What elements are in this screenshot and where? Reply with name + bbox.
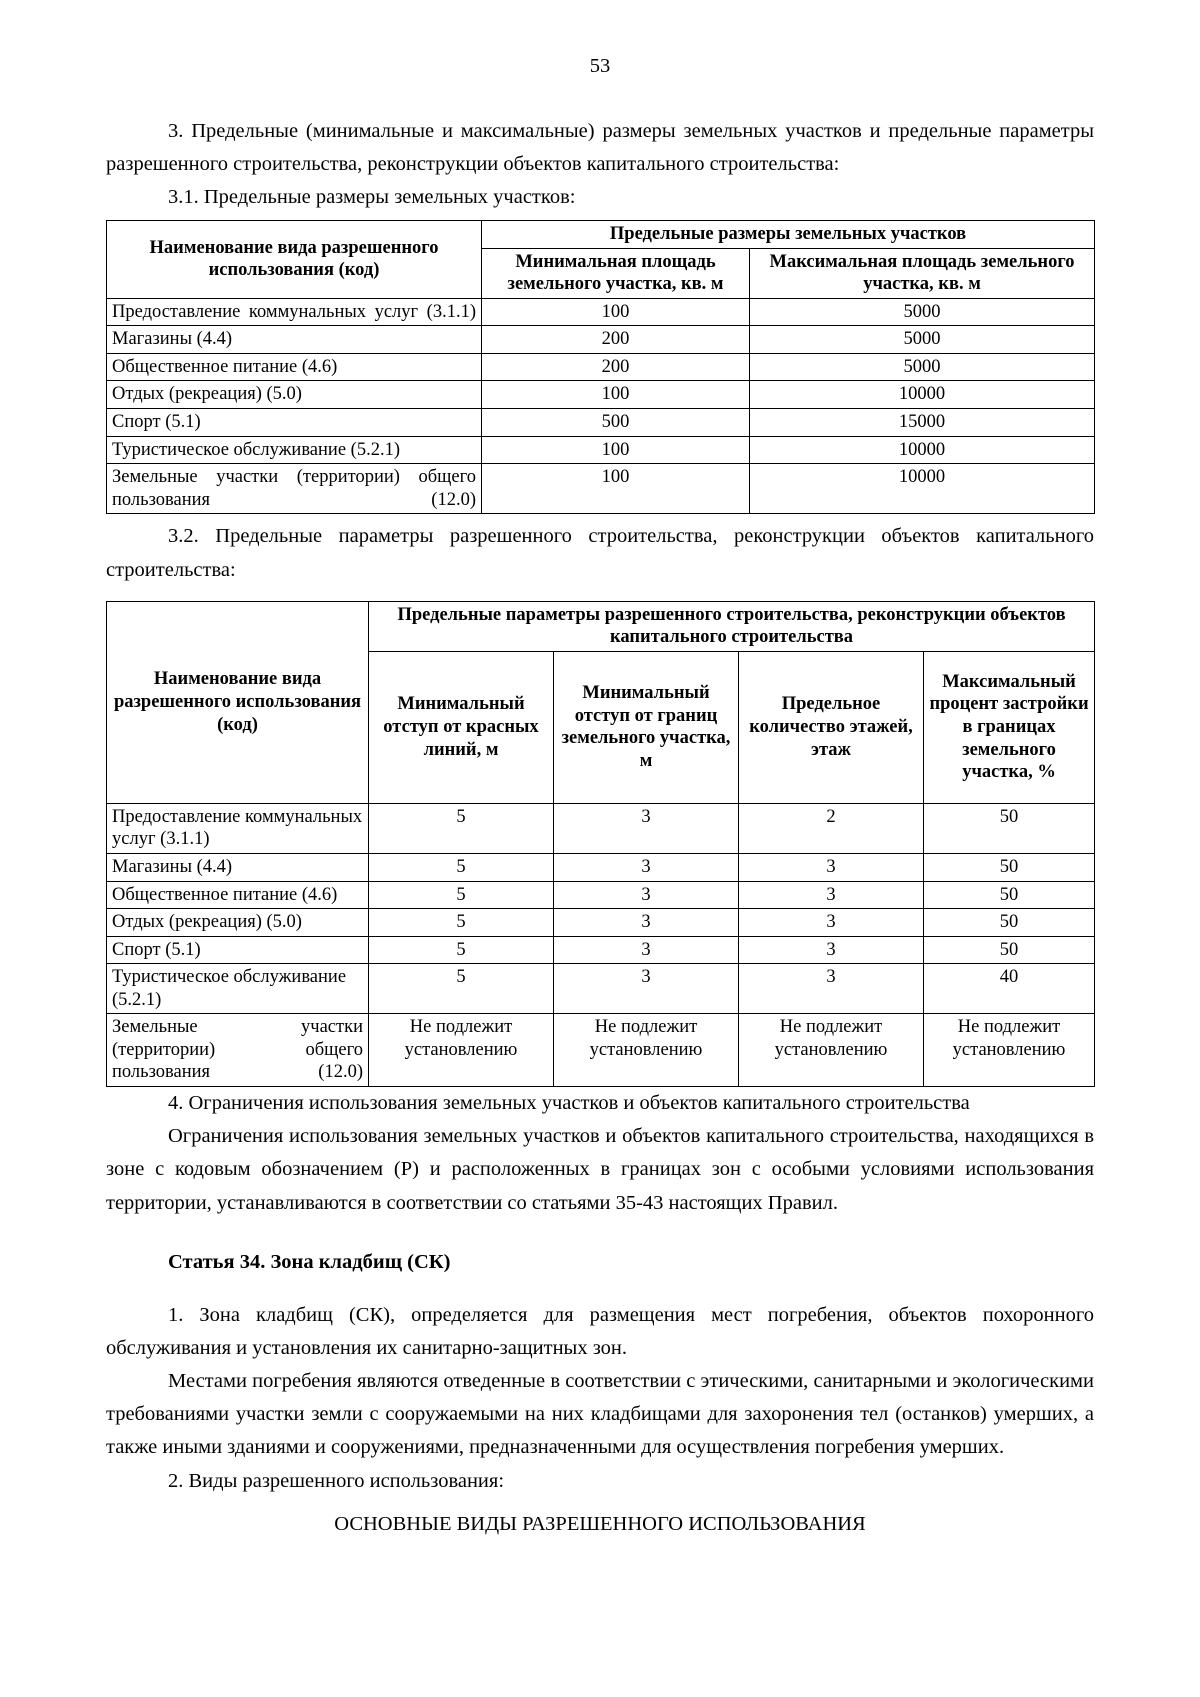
- cell-min-setback-boundary: 3: [554, 853, 739, 881]
- cell-max-area: 5000: [750, 353, 1095, 381]
- cell-max-build-percent: Не подлежит установлению: [924, 1014, 1095, 1087]
- cell-use-type: Общественное питание (4.6): [107, 881, 369, 909]
- table-construction-params: [106, 601, 1095, 1087]
- cell-use-type: Спорт (5.1): [107, 936, 369, 964]
- header-cell-group-sizes: Предельные размеры земельных участков: [482, 221, 1095, 249]
- table-row: [107, 853, 1095, 881]
- cell-use-type: Общественное питание (4.6): [107, 353, 482, 381]
- cell-min-setback-redline: 5: [369, 936, 554, 964]
- cell-max-floors: 3: [739, 909, 924, 937]
- cell-min-area: 500: [482, 409, 750, 437]
- table-body-sizes: [107, 298, 1095, 514]
- cell-min-area: 100: [482, 298, 750, 326]
- table-row: [107, 1014, 1095, 1087]
- table-row: [107, 964, 1095, 1014]
- article-34-paragraph-3: 2. Виды разрешенного использования:: [168, 1469, 505, 1492]
- header-cell-use-type: Наименование вида разрешенного использования (код): [107, 601, 369, 803]
- cell-max-build-percent: 50: [924, 803, 1095, 853]
- cell-min-setback-boundary: 3: [554, 881, 739, 909]
- cell-max-floors: 3: [739, 881, 924, 909]
- header-cell-max-area: Максимальная площадь земельного участка, кв. м: [750, 248, 1095, 298]
- table-row: [107, 936, 1095, 964]
- table-body-params: [107, 803, 1095, 1086]
- page-number: 53: [589, 55, 611, 77]
- paragraph-3-2: 3.2. Предельные параметры разрешенного строительства, реконструкции объектов капитального строительства:: [106, 525, 1094, 581]
- cell-max-floors: 3: [739, 964, 924, 1014]
- table-header-row-group: [107, 601, 1095, 651]
- table-row: [107, 298, 1095, 326]
- cell-max-floors: Не подлежит установлению: [739, 1014, 924, 1087]
- cell-use-type: Предоставление коммунальных услуг (3.1.1): [107, 803, 369, 853]
- table-row: [107, 464, 1095, 514]
- header-cell-min-area: Минимальная площадь земельного участка, кв. м: [482, 248, 750, 298]
- table-row: [107, 409, 1095, 437]
- cell-min-setback-redline: 5: [369, 803, 554, 853]
- main-uses-heading: ОСНОВНЫЕ ВИДЫ РАЗРЕШЕННОГО ИСПОЛЬЗОВАНИЯ: [334, 1512, 866, 1535]
- cell-min-setback-redline: 5: [369, 909, 554, 937]
- cell-min-setback-redline: Не подлежит установлению: [369, 1014, 554, 1087]
- cell-min-area: 200: [482, 353, 750, 381]
- cell-min-area: 100: [482, 381, 750, 409]
- cell-max-build-percent: 50: [924, 909, 1095, 937]
- header-cell-max-build-percent: Максимальный процент застройки в границах земельного участка, %: [924, 651, 1095, 803]
- cell-min-setback-boundary: Не подлежит установлению: [554, 1014, 739, 1087]
- cell-min-area: 200: [482, 326, 750, 354]
- cell-use-type: Предоставление коммунальных услуг (3.1.1): [107, 298, 482, 326]
- cell-use-type: Спорт (5.1): [107, 409, 482, 437]
- paragraph-3: 3. Предельные (минимальные и максимальные) размеры земельных участков и предельные параметры разрешенного строительства, реконструкции объектов капитального строительства:: [106, 119, 1094, 175]
- cell-use-type: Магазины (4.4): [107, 853, 369, 881]
- cell-max-area: 15000: [750, 409, 1095, 437]
- cell-use-type: Земельные участки (территории) общего пользования (12.0): [107, 464, 482, 514]
- cell-max-floors: 3: [739, 936, 924, 964]
- cell-use-type: Магазины (4.4): [107, 326, 482, 354]
- cell-min-area: 100: [482, 464, 750, 514]
- cell-max-build-percent: 50: [924, 881, 1095, 909]
- article-34-paragraph-1: 1. Зона кладбищ (СК), определяется для размещения мест погребения, объектов похоронного обслуживания и установления их санитарно-защитных зон.: [106, 1303, 1094, 1359]
- paragraph-4-body: Ограничения использования земельных участков и объектов капитального строительства, находящихся в зоне с кодовым обозначением (Р) и расположенных в границах зон с особыми условиями использования территории, устанавливаются в соответствии со статьями 35-43 настоящих Правил.: [106, 1125, 1094, 1214]
- table-row: [107, 353, 1095, 381]
- table-row: [107, 326, 1095, 354]
- cell-min-setback-redline: 5: [369, 964, 554, 1014]
- cell-use-type: Отдых (рекреация) (5.0): [107, 381, 482, 409]
- header-cell-min-setback-redline: Минимальный отступ от красных линий, м: [369, 651, 554, 803]
- paragraph-3-1: 3.1. Предельные размеры земельных участков:: [168, 185, 576, 208]
- article-34-paragraph-2: Местами погребения являются отведенные в соответствии с этическими, санитарными и экологическими требованиями участки земли с сооружаемыми на них кладбищами для захоронения тел (останков) умерших, а также иными зданиями и сооружениями, предназначенными для осуществления погребения умерших.: [106, 1370, 1094, 1459]
- cell-use-type: Земельные участки (территории) общего пользования (12.0): [107, 1014, 369, 1087]
- cell-max-area: 5000: [750, 298, 1095, 326]
- cell-min-setback-boundary: 3: [554, 803, 739, 853]
- cell-max-floors: 3: [739, 853, 924, 881]
- cell-max-area: 10000: [750, 381, 1095, 409]
- cell-min-setback-boundary: 3: [554, 909, 739, 937]
- table-land-plot-sizes: [106, 220, 1095, 514]
- cell-max-area: 10000: [750, 464, 1095, 514]
- header-cell-min-setback-boundary: Минимальный отступ от границ земельного участка, м: [554, 651, 739, 803]
- cell-use-type: Отдых (рекреация) (5.0): [107, 909, 369, 937]
- cell-max-build-percent: 50: [924, 936, 1095, 964]
- table-row: [107, 881, 1095, 909]
- cell-min-setback-boundary: 3: [554, 964, 739, 1014]
- cell-max-floors: 2: [739, 803, 924, 853]
- table-row: [107, 381, 1095, 409]
- header-cell-max-floors: Предельное количество этажей, этаж: [739, 651, 924, 803]
- cell-max-area: 5000: [750, 326, 1095, 354]
- table-header-row-group: [107, 221, 1095, 249]
- table-row: [107, 436, 1095, 464]
- cell-max-area: 10000: [750, 436, 1095, 464]
- cell-max-build-percent: 40: [924, 964, 1095, 1014]
- paragraph-4: 4. Ограничения использования земельных участков и объектов капитального строительства: [168, 1092, 970, 1115]
- table-row: [107, 803, 1095, 853]
- article-34-title: Статья 34. Зона кладбищ (СК): [168, 1250, 451, 1273]
- cell-min-area: 100: [482, 436, 750, 464]
- cell-max-build-percent: 50: [924, 853, 1095, 881]
- cell-use-type: Туристическое обслуживание (5.2.1): [107, 436, 482, 464]
- cell-min-setback-redline: 5: [369, 881, 554, 909]
- cell-min-setback-redline: 5: [369, 853, 554, 881]
- cell-min-setback-boundary: 3: [554, 936, 739, 964]
- header-cell-group-params: Предельные параметры разрешенного строительства, реконструкции объектов капитального строительства: [369, 601, 1095, 651]
- cell-use-type: Туристическое обслуживание (5.2.1): [107, 964, 369, 1014]
- header-cell-use-type: Наименование вида разрешенного использования (код): [107, 221, 482, 299]
- table-row: [107, 909, 1095, 937]
